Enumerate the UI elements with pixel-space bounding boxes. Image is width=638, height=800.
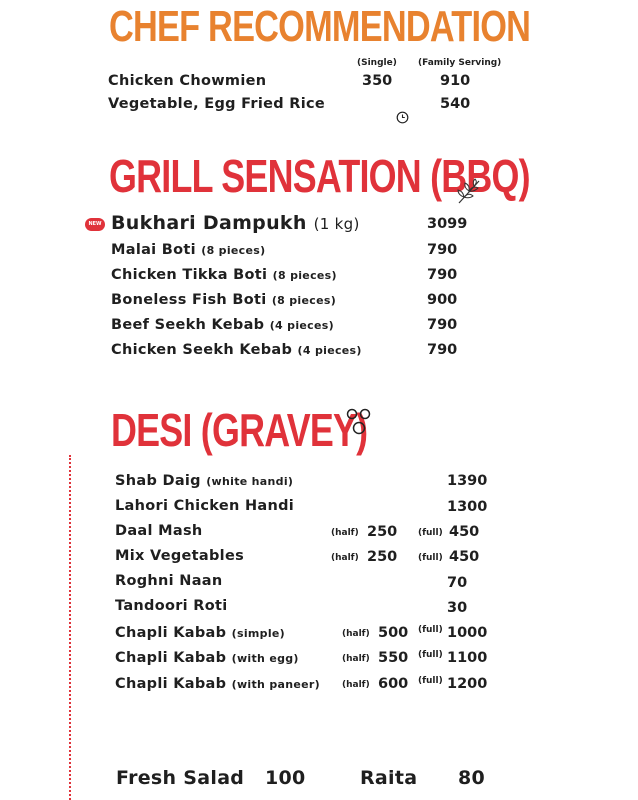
menu-item-price: 3099 [427,216,468,232]
chef-section-title: CHEF RECOMMENDATION [109,2,531,51]
menu-item-name: Tandoori Roti [115,598,228,614]
menu-item-price-half: 500 [378,625,409,641]
menu-item-name: Bukhari Dampukh (1 kg) [111,212,360,234]
menu-item-price-single: 350 [362,73,393,89]
menu-item-price-full: 1100 [447,650,488,666]
menu-item-price: 1390 [447,473,488,489]
menu-item-name: Chapli Kabab (simple) [115,625,285,641]
col-single-label: (Single) [357,58,397,68]
menu-item-name: Vegetable, Egg Fried Rice [108,96,326,112]
menu-item-price-full: 1000 [447,625,488,641]
clock-icon [396,111,409,124]
menu-item-name: Beef Seekh Kebab (4 pieces) [111,317,334,333]
menu-item-price: 790 [427,342,458,358]
menu-item-price-full: 1200 [447,676,488,692]
herb-leaf-icon [455,177,485,205]
half-label: (half) [331,553,359,563]
side-item-name: Raita [360,767,418,789]
menu-item-price: 900 [427,292,458,308]
menu-item-name: Roghni Naan [115,573,223,589]
menu-item-price: 70 [447,575,468,591]
col-family-label: (Family Serving) [418,58,502,68]
menu-item-price-half: 250 [367,524,398,540]
menu-item-price: 790 [427,317,458,333]
menu-item-price-family: 540 [440,96,471,112]
full-label: (full) [418,625,443,635]
half-label: (half) [342,629,370,639]
menu-item-price: 790 [427,267,458,283]
full-label: (full) [418,553,443,563]
half-label: (half) [342,680,370,690]
menu-item-price: 790 [427,242,458,258]
menu-item-name: Boneless Fish Boti (8 pieces) [111,292,337,308]
menu-item-name: Chapli Kabab (with paneer) [115,676,320,692]
menu-item-name: Chicken Chowmien [108,73,267,89]
decorative-dotted-line [69,455,71,800]
menu-item-name: Malai Boti (8 pieces) [111,242,266,258]
full-label: (full) [418,528,443,538]
half-label: (half) [331,528,359,538]
full-label: (full) [418,650,443,660]
menu-item-price-half: 600 [378,676,409,692]
grill-section-title: GRILL SENSATION (BBQ) [109,150,530,202]
full-label: (full) [418,676,443,686]
menu-item-name: Chicken Seekh Kebab (4 pieces) [111,342,362,358]
bubbles-icon [344,407,374,437]
menu-item-name: Shab Daig (white handi) [115,473,294,489]
half-label: (half) [342,654,370,664]
menu-item-price: 30 [447,600,468,616]
menu-item-price-full: 450 [449,549,480,565]
menu-item-price-family: 910 [440,73,471,89]
menu-item-name: Lahori Chicken Handi [115,498,295,514]
menu-item-name: Chicken Tikka Boti (8 pieces) [111,267,337,283]
side-item-price: 80 [458,767,486,789]
desi-section-title: DESI (GRAVEY) [111,404,368,456]
menu-item-name: Daal Mash [115,523,203,539]
side-item-name: Fresh Salad [116,767,245,789]
menu-item-price-full: 450 [449,524,480,540]
side-item-price: 100 [265,767,306,789]
menu-item-price: 1300 [447,499,488,515]
menu-item-price-half: 550 [378,650,409,666]
menu-item-price-half: 250 [367,549,398,565]
menu-item-name: Chapli Kabab (with egg) [115,650,299,666]
new-badge: NEW [85,218,105,231]
menu-item-name: Mix Vegetables [115,548,245,564]
